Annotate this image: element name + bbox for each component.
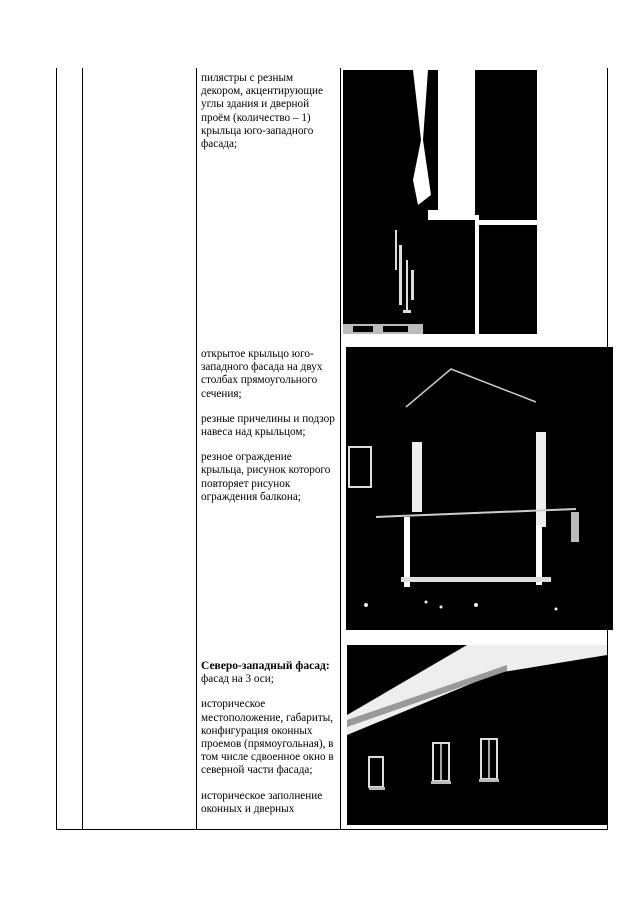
table-column-divider [196,68,197,830]
paragraph: пилястры с резным декором, акцентирующие углы здания и дверной проём (количество – 1) крыльца юго-западного фасада; [201,72,323,151]
row-2-description [201,348,336,516]
paragraph: историческое местоположение, габариты, конфигурация оконных проемов (прямоугольная), в том числе сдвоенное окно в северной части фасада; [201,698,334,777]
table-border-left [56,68,57,830]
northwest-facade-photo [347,645,607,825]
table-column-divider [82,68,83,830]
table-bottom-border [56,829,608,830]
row-3-description [201,660,336,828]
paragraph: резное ограждение крыльца, рисунок которого повторяет рисунок ограждения балкона; [201,451,331,503]
paragraph: открытое крыльцо юго-западного фасада на двух столбах прямоугольного сечения; [201,348,323,400]
section-heading: Северо-западный фасад: [201,660,330,672]
row-1-description [201,72,336,163]
porch-photo [346,347,613,630]
pilaster-photo [343,70,537,334]
heading-tail: фасад на 3 оси; [201,673,274,686]
paragraph: резные причелины и подзор навеса над крыльцом; [201,412,335,439]
paragraph: историческое заполнение оконных и дверных [201,789,323,815]
table-column-divider [340,68,341,830]
